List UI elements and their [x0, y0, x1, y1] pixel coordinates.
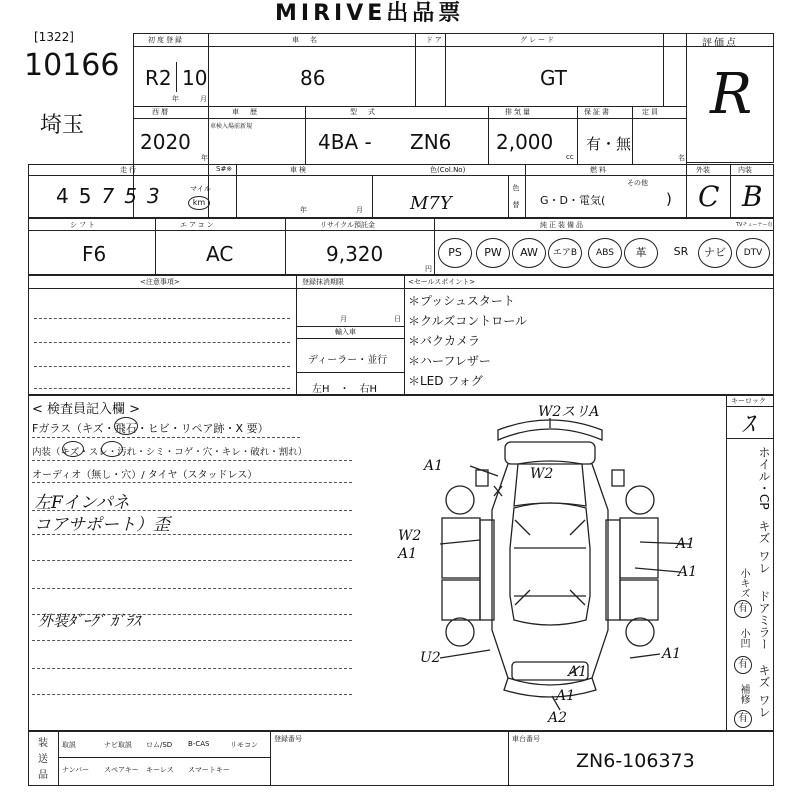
reg-no-label: 登録番号 — [274, 735, 302, 743]
cc-unit: cc — [566, 153, 574, 161]
small-dent-label: 小凹 — [738, 628, 749, 648]
mark-u2-rear-left: U2 — [420, 650, 441, 666]
accessory-item: リモコン — [230, 741, 258, 749]
equipment-6: SR — [673, 245, 689, 258]
shift-value: F6 — [82, 242, 107, 266]
genuine-label: 純正装備品 — [540, 221, 585, 229]
insp-year-unit: 年 — [300, 206, 307, 214]
mark-a1-rear-bumper: A1 — [556, 688, 576, 704]
inspector-hand-3: 外装ﾀﾞｰｸﾞ ｶﾞﾗｽ — [38, 612, 141, 630]
displacement-value: 2,000 — [496, 130, 554, 154]
inspection-label: 車検 — [290, 166, 308, 174]
fuel-close: ) — [666, 190, 672, 208]
color-label: 色(Col.No) — [430, 166, 466, 174]
scratch-circle — [62, 441, 84, 457]
small-scratch-yes: 有 — [734, 600, 752, 618]
side-label: 装 — [38, 738, 48, 749]
car-name-label: 車 名 — [292, 36, 319, 44]
mark-a1-front-left: A1 — [424, 458, 444, 474]
mark-w2-left-door: W2 — [398, 528, 422, 544]
year-value: 2020 — [140, 130, 191, 154]
aircon-label: エアコン — [180, 221, 216, 229]
accessory-item: ナンバー — [62, 766, 90, 774]
small-scratch-label: 小キズ — [738, 568, 749, 598]
inspector-hand-2: コアサポート）歪 — [34, 515, 170, 535]
era-value: R2 — [145, 66, 172, 90]
month-value: 10 — [182, 66, 208, 90]
sales-point: ＊ハーフレザー — [408, 354, 491, 368]
km-unit: km — [188, 196, 210, 210]
mark-a2-rear: A2 — [548, 710, 568, 726]
lot-number: 10166 — [24, 48, 120, 83]
mileage-digit: 4 — [56, 184, 79, 208]
mileage-digits — [56, 184, 170, 208]
mark-a1-rear-right: A1 — [662, 646, 682, 662]
sales-point: ＊バクカメラ — [408, 334, 481, 348]
model-code: ZN6 — [410, 130, 452, 154]
iro-side: 色替 — [512, 184, 520, 218]
overall-score: R — [710, 62, 753, 127]
repair-label: 補修 — [738, 684, 749, 704]
door-label: ドア — [426, 36, 444, 44]
accessory-item: ロム/SD — [146, 741, 173, 749]
accessory-item: 取説 — [62, 741, 76, 749]
wheel-scratch: キズ — [757, 520, 771, 544]
mileage-digit: 5 — [78, 184, 102, 208]
accessory-item: スマートキー — [188, 766, 230, 774]
era-y-label: 年 — [172, 95, 179, 103]
frame-no-label: 車台番号 — [512, 735, 540, 743]
door-mirror-label: ドアミラー — [757, 590, 771, 650]
capacity-label: 定員 — [642, 108, 660, 116]
frame-number: ZN6-106373 — [576, 750, 695, 772]
inspector-line-1: Fガラス（キズ・飛石・ヒビ・リペア跡・X 要） — [32, 422, 269, 435]
region: 埼玉 — [40, 113, 85, 138]
side-label: 送 — [38, 754, 48, 765]
mark-a1-right-door: A1 — [676, 536, 696, 552]
recycle-value: 9,320 — [326, 242, 384, 266]
mileage-digit: 5 — [124, 184, 147, 208]
mileage-digit: 3 — [146, 184, 170, 208]
deadline-month: 月 — [340, 315, 347, 323]
warranty-label: 保証書 — [584, 108, 611, 116]
mile-unit: マイル — [190, 185, 211, 193]
equipment-0: PS — [438, 238, 472, 268]
stone-chip-circle — [114, 417, 138, 435]
s-mark-label: S#※ — [216, 165, 233, 173]
dealer-label: ディーラー・並行 — [308, 355, 388, 366]
nin-unit: 名 — [678, 154, 685, 162]
fuel-label: 燃料 — [590, 166, 608, 174]
mark-a1-rear: A1 — [568, 664, 588, 680]
exterior-label: 外装 — [696, 166, 710, 174]
equipment-2: AW — [512, 238, 546, 268]
mileage-digit: 7 — [101, 184, 125, 208]
import-label: 輸入車 — [335, 328, 356, 336]
mark-w2-hood: W2 — [530, 466, 554, 482]
aircon-value: AC — [206, 242, 234, 266]
sonota-label: その他 — [627, 179, 648, 187]
era-m-label: 月 — [200, 95, 207, 103]
exterior-score: C — [698, 180, 720, 213]
document-title: MIRIVE出品票 — [275, 1, 465, 26]
car-damage-diagram — [380, 400, 720, 730]
accessory-item: キーレス — [146, 766, 174, 774]
mark-a1-right-rear: A1 — [678, 564, 698, 580]
inspector-hand-1: 左Fインパネ — [34, 493, 130, 513]
accessory-item: B-CAS — [188, 740, 210, 748]
interior-score: B — [742, 180, 763, 213]
dirt-circle — [101, 441, 123, 457]
equipment-4: ABS — [588, 238, 622, 268]
seireki-label: 西暦 — [152, 108, 170, 116]
equipment-7: ナビ — [698, 238, 732, 268]
equipment-3: エアB — [548, 238, 582, 268]
equipment-8: DTV — [736, 238, 770, 268]
reg-deadline-label: 登録抹消期限 — [302, 278, 344, 286]
first-reg-label: 初度登録 — [148, 36, 184, 44]
shaken-note: 車検入場前新規 — [210, 123, 253, 130]
accessory-item: スペアキー — [104, 766, 139, 774]
side-label: 品 — [38, 770, 48, 781]
color-code: M7Y — [410, 193, 452, 214]
shaken-label: 車 歴 — [232, 108, 259, 116]
insp-month-unit: 月 — [356, 206, 363, 214]
warranty-value: 有・無 — [586, 135, 632, 153]
notes-label: <注意事項> — [140, 278, 180, 286]
recycle-label: リサイクル預託金 — [320, 221, 376, 229]
repair-yes: 有 — [734, 710, 752, 728]
sales-label: <セールスポイント> — [408, 278, 476, 286]
grade-value: GT — [540, 66, 568, 90]
equipment-1: PW — [476, 238, 510, 268]
lot-code: [1322] — [34, 30, 74, 44]
inspector-title: < 検査員記入欄 > — [32, 402, 141, 417]
wheel-crack: ワレ — [757, 550, 771, 574]
fuel-value: G・D・電気( — [540, 194, 606, 207]
grade-label: グレード — [520, 36, 556, 44]
small-dent-yes: 有 — [734, 656, 752, 674]
car-name-value: 86 — [300, 66, 326, 90]
key-lock-value: ｽ — [742, 410, 754, 438]
inspector-line-2: 内装（キズ・スレ・汚れ・シミ・コゲ・穴・キレ・破れ・割れ） — [32, 447, 308, 458]
mark-w2-sura: W2スリA — [538, 404, 600, 420]
mileage-label: 走行 — [120, 166, 138, 174]
deadline-day: 日 — [394, 315, 401, 323]
inspector-line-3: オーディオ（無し・穴）/ タイヤ（スタッドレス） — [32, 470, 258, 481]
interior-label: 内装 — [738, 166, 752, 174]
evaluation-label: 評価点 — [702, 38, 738, 49]
equipment-5: 革 — [624, 238, 658, 268]
sales-point: ＊LED フォグ — [408, 374, 483, 388]
displacement-label: 排気量 — [505, 108, 532, 116]
mirror-crack: ワレ — [757, 694, 771, 718]
model-label: 型 式 — [350, 108, 377, 116]
mirror-scratch: キズ — [757, 664, 771, 688]
model-prefix: 4BA - — [318, 130, 372, 154]
mark-a1-left-door: A1 — [398, 546, 418, 562]
wheel-label: ホイル・CP — [757, 446, 771, 510]
key-lock-label: キーロック — [731, 397, 766, 405]
year-unit: 年 — [201, 154, 208, 162]
handle-label: 左H ・ 右H — [312, 384, 378, 395]
yen-unit: 円 — [425, 265, 432, 273]
tuner-label: TVチューナー有 — [736, 222, 773, 228]
shift-label: シフト — [70, 221, 97, 229]
sales-point: ＊プッシュスタート — [408, 294, 515, 308]
accessory-item: ナビ取説 — [104, 741, 132, 749]
sales-point: ＊クルズコントロール — [408, 314, 528, 328]
